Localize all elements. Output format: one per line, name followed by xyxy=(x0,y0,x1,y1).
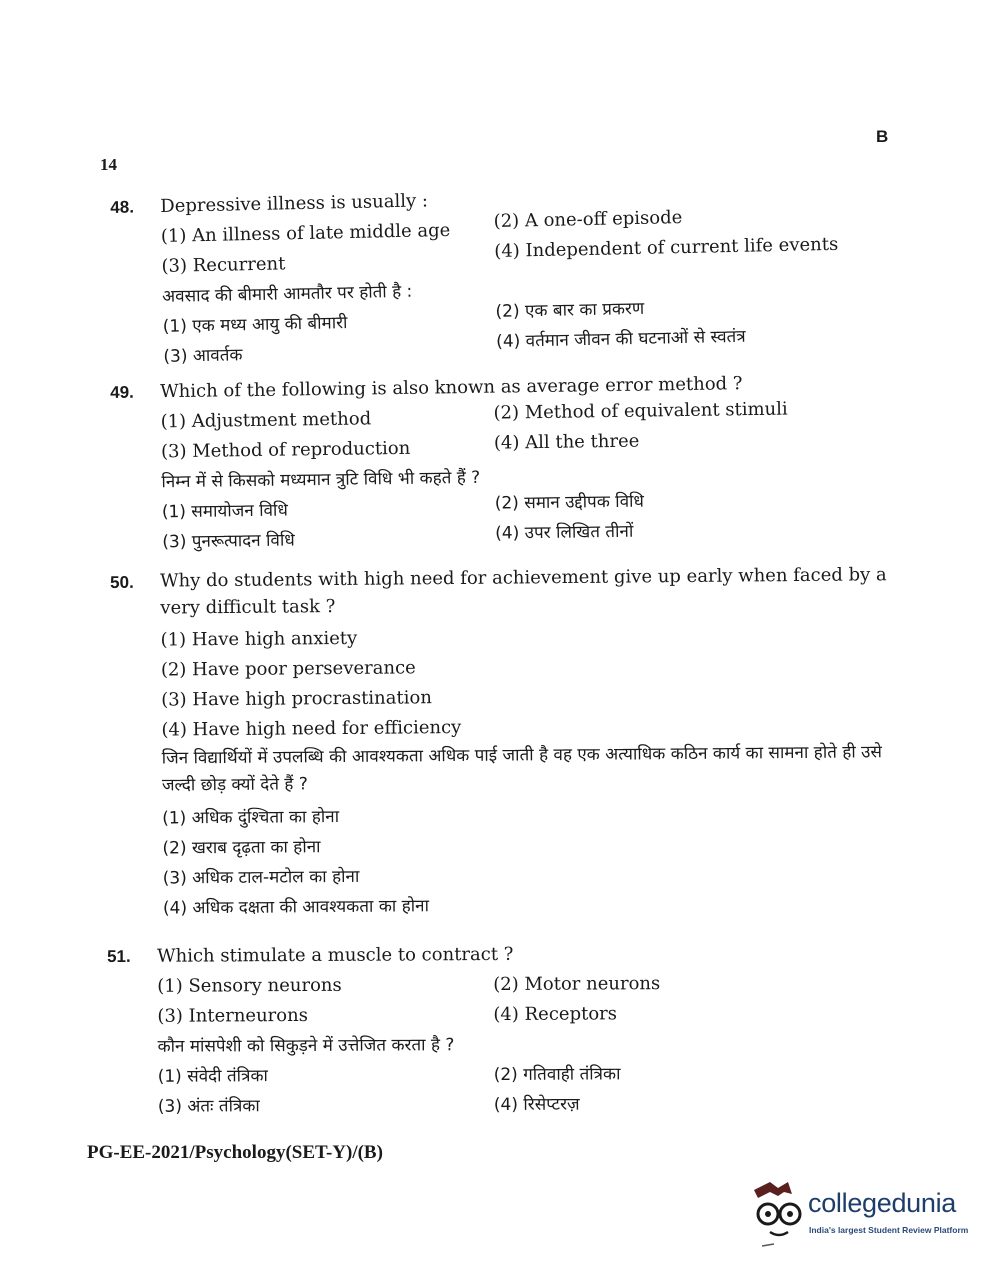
paper-code-footer: PG-EE-2021/Psychology(SET-Y)/(B) xyxy=(87,1142,383,1163)
question-stem-hi: कौन मांसपेशी को सिकुड़ने में उत्तेजित करता है ? xyxy=(157,1035,455,1057)
option-1-hi: (1) समायोजन विधि xyxy=(161,500,288,523)
option-1-en: (1) Adjustment method xyxy=(160,408,372,433)
set-code: B xyxy=(876,127,889,146)
option-3-hi: (3) अधिक टाल-मटोल का होना xyxy=(162,866,360,889)
question-number: 48. xyxy=(110,197,135,217)
option-1-en: (1) Have high anxiety xyxy=(160,627,358,651)
option-4-hi: (4) अधिक दक्षता की आवश्यकता का होना xyxy=(162,896,430,919)
mascot-icon xyxy=(748,1180,808,1250)
question-number: 49. xyxy=(110,382,134,402)
option-3-en: (3) Interneurons xyxy=(157,1004,308,1027)
option-3-en: (3) Recurrent xyxy=(161,253,286,277)
page-number: 14 xyxy=(100,155,117,174)
option-4-hi: (4) रिसेप्टरज़ xyxy=(493,1094,580,1115)
option-1-en: (1) Sensory neurons xyxy=(157,974,342,997)
option-2-hi: (2) समान उद्दीपक विधि xyxy=(494,491,645,514)
option-2-en: (2) Have poor perseverance xyxy=(160,657,416,681)
question-number: 50. xyxy=(110,572,134,592)
option-2-hi: (2) खराब दृढ़ता का होना xyxy=(162,837,321,859)
option-2-en: (2) Motor neurons xyxy=(493,973,661,995)
option-4-hi: (4) उपर लिखित तीनों xyxy=(495,521,634,544)
brand-name: collegedunia xyxy=(808,1188,957,1218)
option-1-hi: (1) संवेदी तंत्रिका xyxy=(157,1066,268,1087)
question-51 xyxy=(107,938,898,1122)
brand-tagline: India's largest Student Review Platform xyxy=(809,1225,969,1235)
question-stem-en: Which stimulate a muscle to contract ? xyxy=(157,943,514,967)
option-1-en: (1) An illness of late middle age xyxy=(160,219,451,247)
option-3-en: (3) Have high procrastination xyxy=(161,687,432,711)
option-3-en: (3) Method of reproduction xyxy=(160,437,411,463)
question-stem-en: Why do students with high need for achievement give up early when faced by a very difficult task ? xyxy=(160,564,887,619)
question-49 xyxy=(110,367,902,558)
option-3-hi: (3) अंतः तंत्रिका xyxy=(157,1096,260,1117)
collegedunia-watermark xyxy=(748,1180,978,1250)
option-2-en: (2) A one-off episode xyxy=(493,207,683,232)
question-number: 51. xyxy=(107,946,131,966)
question-stem-hi: अवसाद की बीमारी आमतौर पर होती है : xyxy=(161,281,413,307)
option-4-hi: (4) वर्तमान जीवन की घटनाओं से स्वतंत्र xyxy=(495,326,746,352)
option-4-en: (4) All the three xyxy=(493,430,640,454)
option-4-en: (4) Receptors xyxy=(493,1003,618,1025)
question-48 xyxy=(110,176,904,373)
option-3-hi: (3) पुनरूत्पादन विधि xyxy=(162,530,295,553)
option-2-hi: (2) एक बार का प्रकरण xyxy=(495,298,645,322)
option-2-hi: (2) गतिवाही तंत्रिका xyxy=(493,1064,621,1085)
question-stem-hi: जिन विद्यार्थियों में उपलब्धि की आवश्यकता अधिक पाई जाती है वह एक अत्याधिक कठिन कार्य का सामना होते ही उसे जल्दी छोड़ क्यों देते हैं ? xyxy=(161,742,883,796)
option-1-hi: (1) एक मध्य आयु की बीमारी xyxy=(162,313,348,337)
question-stem-hi: निम्न में से किसको मध्यमान त्रुटि विधि भी कहते हैं ? xyxy=(161,467,481,493)
option-1-hi: (1) अधिक दुंश्चिता का होना xyxy=(162,807,340,829)
question-stem-en: Depressive illness is usually : xyxy=(160,190,429,217)
option-4-en: (4) Have high need for efficiency xyxy=(161,716,462,741)
question-50 xyxy=(110,561,903,924)
option-3-hi: (3) आवर्तक xyxy=(163,345,243,367)
question-stem-en: Which of the following is also known as average error method ? xyxy=(160,373,743,403)
option-4-en: (4) Independent of current life events xyxy=(494,233,839,262)
option-2-en: (2) Method of equivalent stimuli xyxy=(493,398,788,424)
